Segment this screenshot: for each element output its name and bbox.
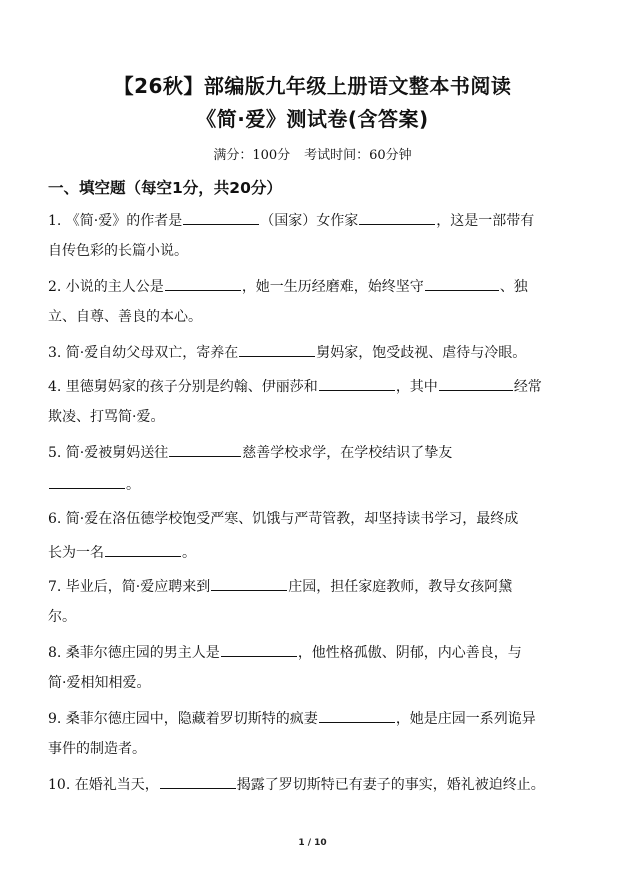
- answer-blank[interactable]: [165, 275, 241, 291]
- question-text: ，她是庄园一系列诡异: [395, 711, 536, 727]
- question-9-line-2: [48, 739, 146, 759]
- question-text: 10. 在婚礼当天，: [48, 777, 159, 793]
- question-4-line-2: [48, 407, 164, 427]
- question-text: 立、自尊、善良的本心。: [48, 309, 202, 325]
- question-8-line-2: [48, 673, 150, 693]
- question-text: 揭露了罗切斯特已有妻子的事实，婚礼被迫终止。: [236, 777, 545, 793]
- question-text: 慈善学校求学，在学校结识了挚友: [242, 445, 453, 461]
- question-6-line-1: [48, 509, 518, 529]
- score-info: 满分：100分: [213, 148, 291, 163]
- document-title-line2: 《简·爱》测试卷(含答案): [196, 107, 429, 131]
- answer-blank[interactable]: [49, 473, 125, 489]
- question-1-line-1: [48, 209, 534, 231]
- answer-blank[interactable]: [160, 773, 236, 789]
- question-3-line-1: [48, 341, 526, 363]
- question-text: 8. 桑菲尔德庄园的男主人是: [48, 645, 220, 661]
- answer-blank[interactable]: [211, 575, 287, 591]
- document-title-line1: 【26秋】部编版九年级上册语文整本书阅读: [113, 74, 512, 98]
- question-7-line-1: [48, 575, 512, 597]
- question-text: 事件的制造者。: [48, 741, 146, 757]
- question-text: 舅妈家，饱受歧视、虐待与冷眼。: [316, 345, 527, 361]
- answer-blank[interactable]: [221, 641, 297, 657]
- question-text: 7. 毕业后，简·爱应聘来到: [48, 579, 211, 595]
- page-indicator: 1 / 10: [298, 838, 327, 848]
- question-text: ，她一生历经磨难，始终坚守: [241, 279, 424, 295]
- question-10-line-1: [48, 773, 545, 795]
- question-2-line-1: [48, 275, 528, 297]
- question-text: 庄园，担任家庭教师，教导女孩阿黛: [288, 579, 513, 595]
- exam-info: [0, 144, 625, 163]
- question-text: 简·爱相知相爱。: [48, 675, 151, 691]
- question-text: 3. 简·爱自幼父母双亡，寄养在: [48, 345, 239, 361]
- question-text: 欺凌、打骂简·爱。: [48, 409, 165, 425]
- question-text: （国家）女作家: [260, 213, 359, 229]
- question-text: 、独: [499, 279, 528, 295]
- answer-blank[interactable]: [439, 375, 513, 391]
- answer-blank[interactable]: [183, 209, 259, 225]
- question-text: 长为一名: [48, 545, 104, 561]
- answer-blank[interactable]: [319, 707, 395, 723]
- question-text: 经常: [513, 379, 542, 395]
- question-5-line-1: [48, 441, 452, 463]
- question-6-line-2: [48, 541, 196, 563]
- question-8-line-1: [48, 641, 522, 663]
- section-heading: 一、填空题（每空1分，共20分）: [48, 179, 282, 197]
- question-9-line-1: [48, 707, 536, 729]
- answer-blank[interactable]: [425, 275, 499, 291]
- answer-blank[interactable]: [169, 441, 241, 457]
- question-1-line-2: [48, 241, 188, 261]
- question-text: 尔。: [48, 609, 76, 625]
- question-2-line-2: [48, 307, 202, 327]
- answer-blank[interactable]: [319, 375, 395, 391]
- question-text: ，他性格孤傲、阴郁，内心善良，与: [297, 645, 522, 661]
- answer-blank[interactable]: [359, 209, 435, 225]
- question-text: 9. 桑菲尔德庄园中，隐藏着罗切斯特的疯妻: [48, 711, 318, 727]
- question-4-line-1: [48, 375, 542, 397]
- question-text: ，这是一部带有: [436, 213, 535, 229]
- question-text: 6. 简·爱在洛伍德学校饱受严寒、饥饿与严苛管教，却坚持读书学习，最终成: [48, 511, 519, 527]
- question-text: 1. 《简·爱》的作者是: [48, 213, 183, 229]
- time-info: 考试时间：60分钟: [304, 148, 412, 163]
- answer-blank[interactable]: [105, 541, 181, 557]
- question-text: 。: [126, 477, 140, 493]
- question-text: 5. 简·爱被舅妈送往: [48, 445, 169, 461]
- question-text: 自传色彩的长篇小说。: [48, 243, 188, 259]
- question-text: ，其中: [395, 379, 438, 395]
- answer-blank[interactable]: [239, 341, 315, 357]
- question-7-line-2: [48, 607, 76, 627]
- question-text: 。: [182, 545, 196, 561]
- question-text: 4. 里德舅妈家的孩子分别是约翰、伊丽莎和: [48, 379, 318, 395]
- question-text: 2. 小说的主人公是: [48, 279, 164, 295]
- question-5-line-2: [48, 473, 140, 495]
